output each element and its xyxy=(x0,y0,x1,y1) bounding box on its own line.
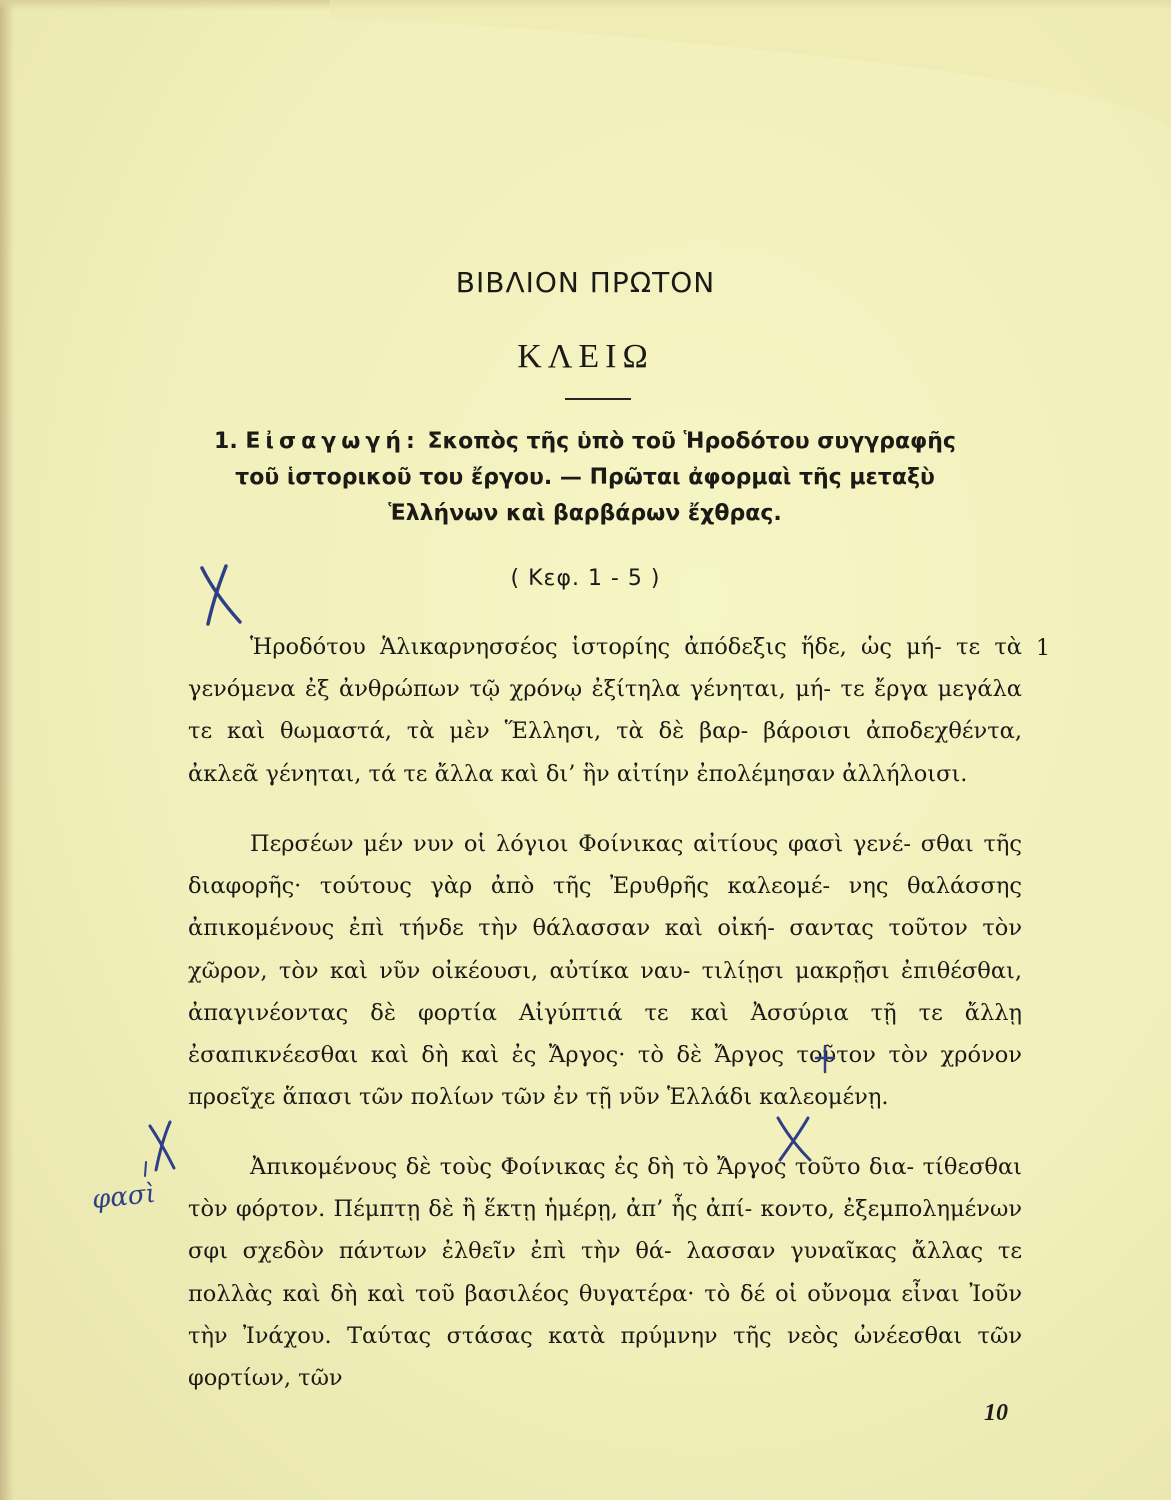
paragraph-text: Περσέων μέν νυν οἱ λόγιοι Φοίνικας αἰτίους φασὶ γενέ- σθαι τῆς διαφορῆς· τούτους γὰρ ἀπὸ τῆς Ἐρυθρῆς καλεομέ- νης θαλάσσης ἀπικομένους ἐπὶ τήνδε τὴν θάλασσαν καὶ οἰκή- σαντας τοῦτον τὸν χῶρον, τὸν καὶ νῦν οἰκέουσι, αὐτίκα ναυ- τιλίῃσι μακρῇσι ἐπιθέσθαι, ἀπαγινέοντας δὲ φορτία Αἰγύπτιά τε καὶ Ἀσσύρια τῇ τε ἄλλῃ ἐσαπικνέεσθαι καὶ δὴ καὶ ἐς Ἄργος· τὸ δὲ Ἄργος τοῦτον τὸν χρόνον προεῖχε ἅπασι τῶν πολίων τῶν ἐν τῇ νῦν Ἑλλάδι καλεομένῃ. xyxy=(188,831,1022,1111)
heading-line-1-rest: Σκοπὸς τῆς ὑπὸ τοῦ Ἡροδότου συγγραφῆς xyxy=(427,429,956,454)
paragraph-3 xyxy=(188,1146,1022,1399)
margin-section-number: 1 xyxy=(1036,636,1050,661)
title-divider xyxy=(565,398,631,400)
book-name: ΚΛΕΙΩ xyxy=(517,338,654,375)
page-number: 10 xyxy=(984,1400,1008,1426)
paragraph-text: Ἡροδότου Ἁλικαρνησσέος ἱστορίης ἀπόδεξις ἥδε, ὡς μή- τε τὰ γενόμενα ἐξ ἀνθρώπων τῷ χρόνῳ ἐξίτηλα γένηται, μή- τε ἔργα μεγάλα τε καὶ θωμαστά, τὰ μὲν Ἕλλησι, τὰ δὲ βαρ- βάροισι ἀποδεχθέντα, ἀκλεᾶ γένηται, τά τε ἄλλα καὶ δι’ ἣν αἰτίην ἐπολέμησαν ἀλλήλοισι. xyxy=(188,634,1022,787)
heading-line-3: Ἑλλήνων καὶ βαρβάρων ἔχθρας. xyxy=(388,501,782,526)
margin-tick-icon xyxy=(140,1160,152,1180)
page-edge-shadow xyxy=(0,0,14,1500)
book-title: ΒΙΒΛΙΟΝ ΠΡΩΤΟΝ xyxy=(455,266,716,299)
section-heading xyxy=(150,424,1020,532)
paragraph-1 xyxy=(188,626,1022,795)
chapter-range: ( Κεφ. 1 - 5 ) xyxy=(510,566,661,591)
heading-line-2: τοῦ ἱστορικοῦ του ἔργου. — Πρῶται ἀφορμαὶ τῆς μεταξὺ xyxy=(235,465,935,490)
paragraph-2 xyxy=(188,823,1022,1118)
heading-keyword: Εἰσαγωγή: xyxy=(245,429,420,454)
insertion-mark-icon xyxy=(812,1044,838,1074)
heading-number: 1. xyxy=(214,429,238,454)
torn-corner xyxy=(330,0,1171,130)
handwritten-margin-note: φασὶ xyxy=(90,1178,158,1216)
paragraph-text: Ἀπικομένους δὲ τοὺς Φοίνικας ἐς δὴ τὸ Ἄργος τοῦτο δια- τίθεσθαι τὸν φόρτον. Πέμπτῃ δὲ ἢ ἕκτῃ ἡμέρῃ, ἀπ’ ἧς ἀπί- κοντο, ἐξεμπολημένων σφι σχεδὸν πάντων ἐλθεῖν ἐπὶ τὴν θά- λασσαν γυναῖκας ἄλλας τε πολλὰς καὶ δὴ καὶ τοῦ βασιλέος θυγατέρα· τὸ δέ οἱ οὔνομα εἶναι Ἰοῦν τὴν Ἰνάχου. Ταύτας στάσας κατὰ πρύμνην τῆς νεὸς ὠνέεσθαι τῶν φορτίων, τῶν xyxy=(188,1154,1022,1392)
cross-mark-icon xyxy=(196,562,248,628)
cross-mark-icon xyxy=(772,1112,816,1164)
heading-line-1 xyxy=(150,424,1020,460)
